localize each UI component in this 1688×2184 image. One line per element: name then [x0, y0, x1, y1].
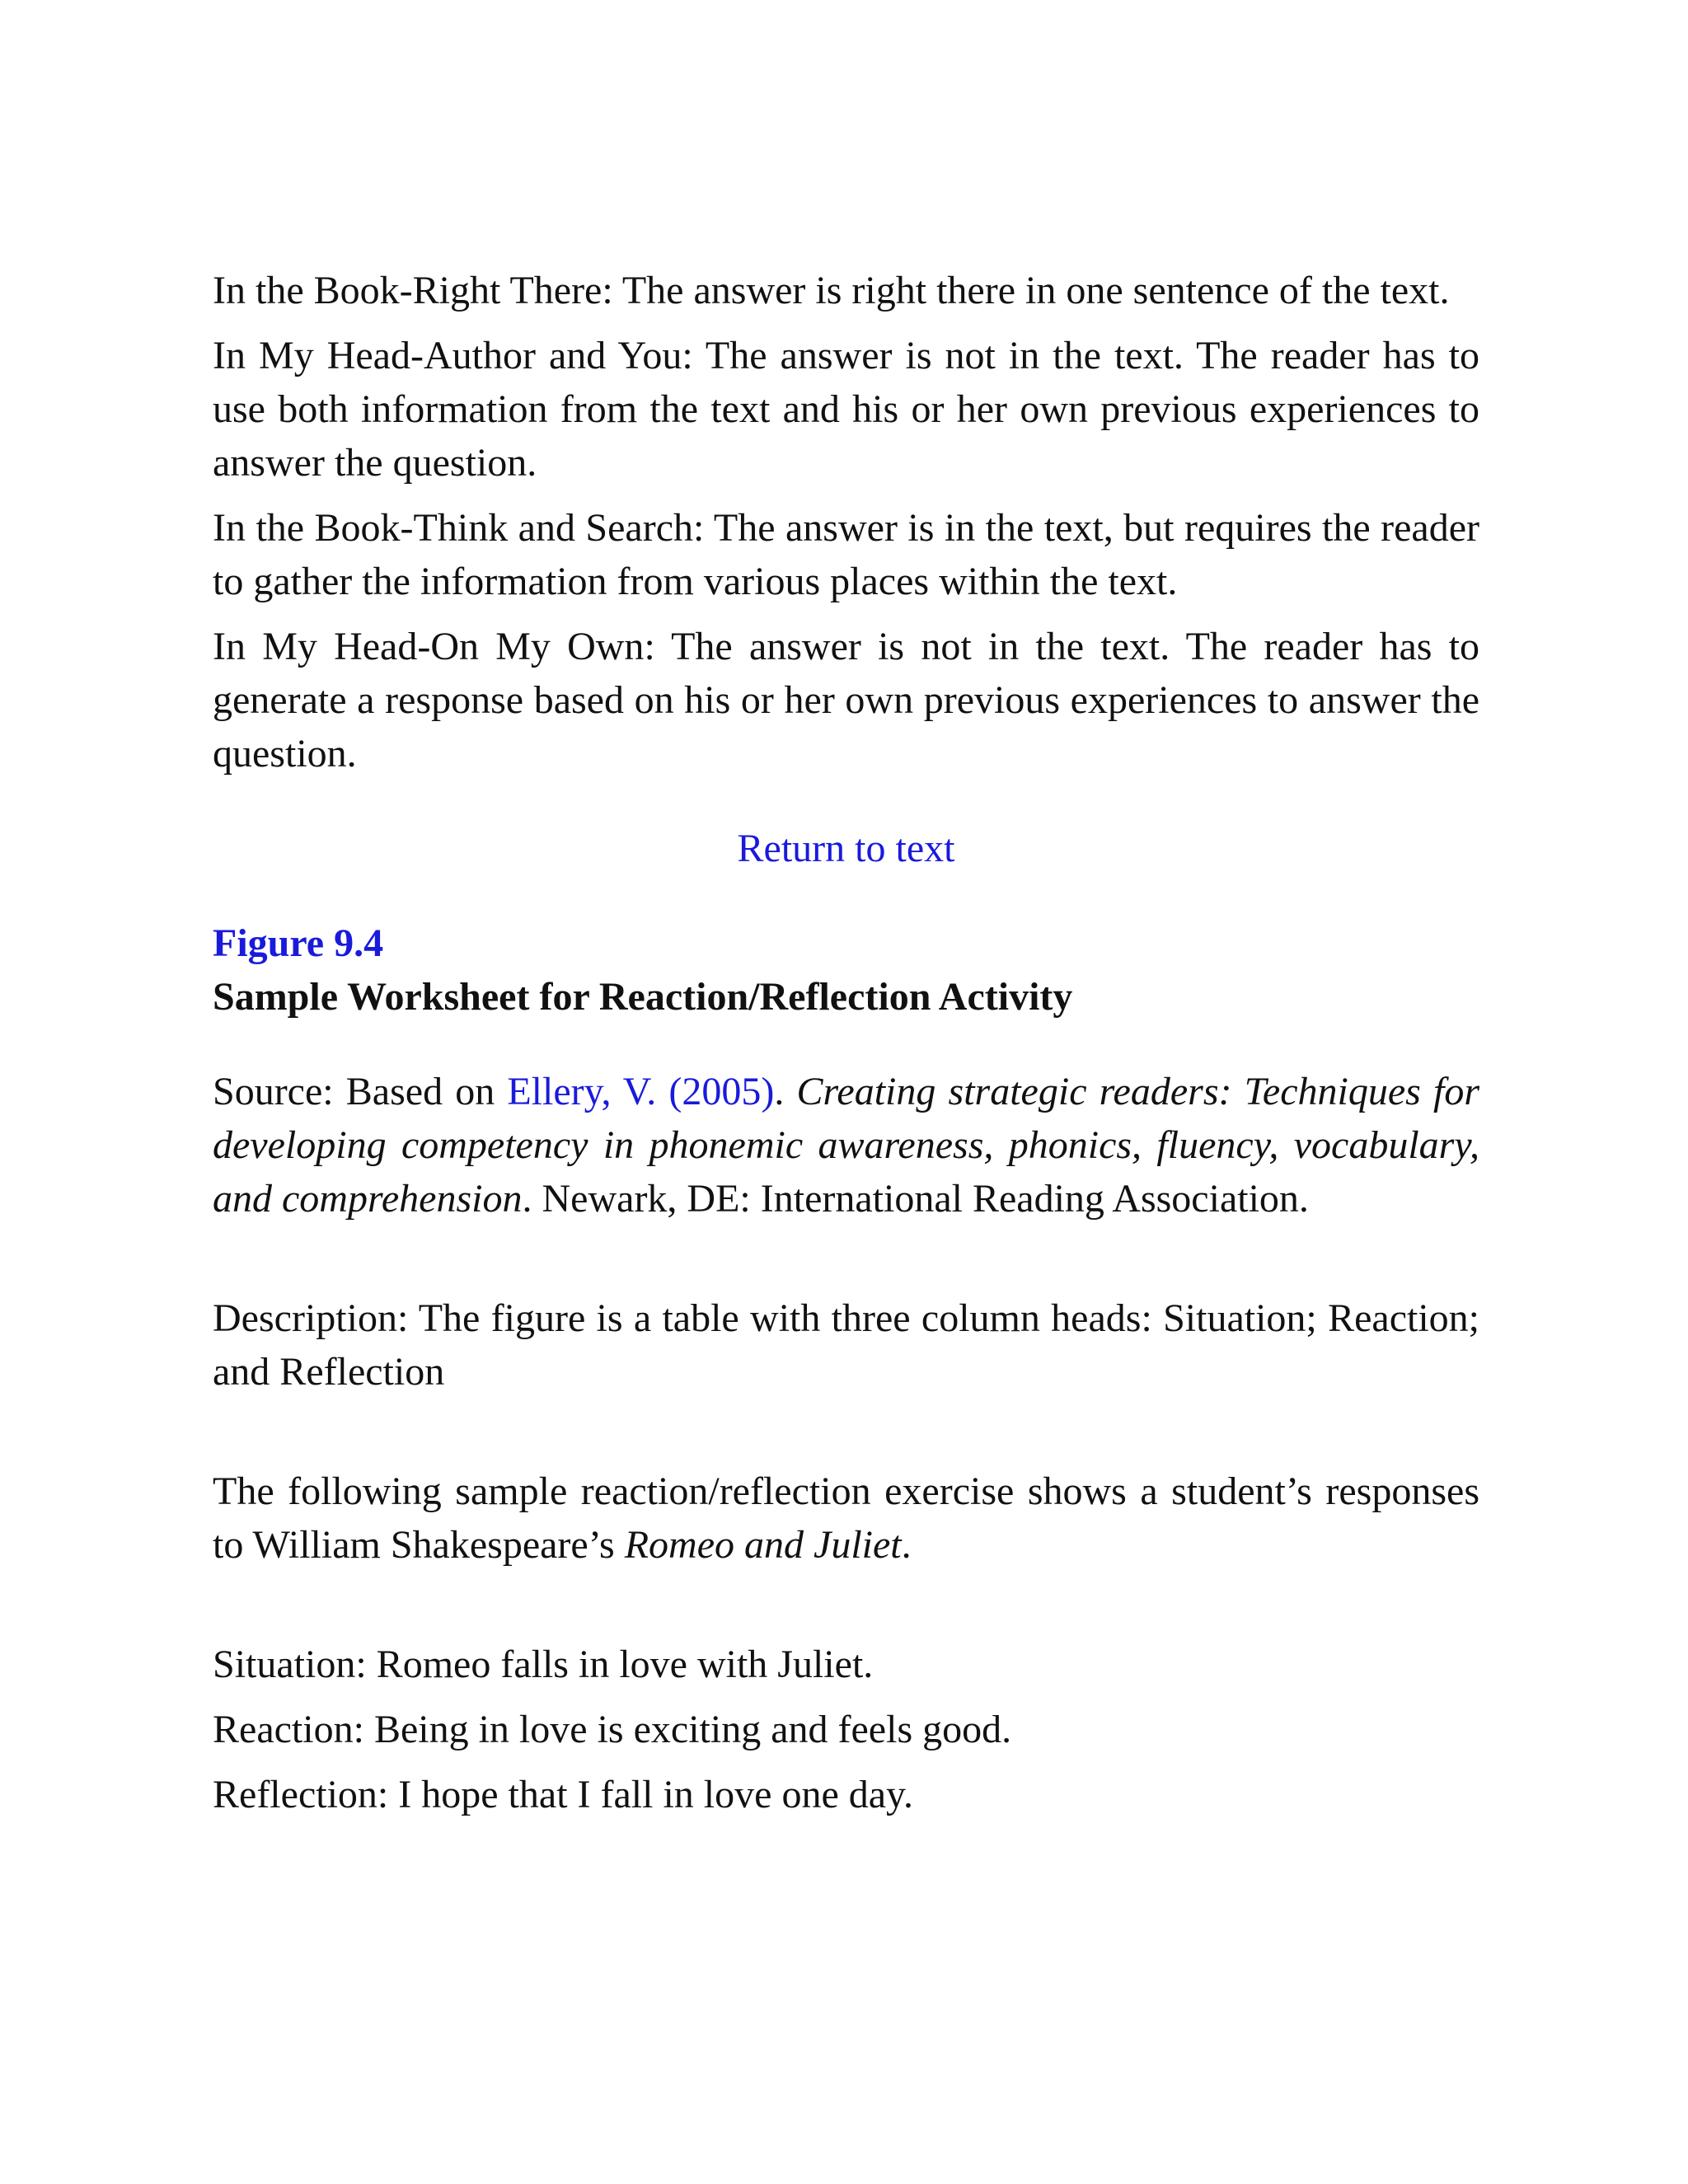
intro-end: .	[901, 1523, 912, 1567]
return-to-text-link[interactable]: Return to text	[737, 827, 955, 870]
worksheet-situation: Situation: Romeo falls in love with Juliet.	[213, 1643, 874, 1686]
figure-number: Figure 9.4	[213, 921, 384, 965]
source-publisher: . Newark, DE: International Reading Association.	[522, 1177, 1309, 1221]
qar-text: : The answer is right there in one sentence of the text.	[602, 269, 1450, 312]
qar-author-and-you	[213, 329, 1479, 490]
qar-label: In My Head-On My Own	[213, 625, 645, 668]
qar-right-there	[213, 264, 1479, 317]
source-book-title: Creating strategic readers: Techniques for developing competency in phonemic awareness, phonics, fluency, vocabulary, and comprehension	[213, 1070, 1479, 1221]
intro-paragraph	[213, 1465, 1479, 1572]
qar-think-and-search	[213, 501, 1479, 608]
qar-label: In the Book-Think and Search	[213, 506, 693, 550]
source-citation	[213, 1065, 1479, 1226]
figure-description: Description: The figure is a table with three column heads: Situation; Reaction; and Reflection	[213, 1296, 1479, 1394]
ellery-citation-link[interactable]: Ellery, V. (2005)	[507, 1070, 775, 1113]
worksheet-reflection: Reflection: I hope that I fall in love one day.	[213, 1773, 913, 1816]
qar-label: In the Book-Right There	[213, 269, 603, 312]
qar-text: : The answer is not in the text. The reader has to use both information from the text and his or her own previous experiences to answer the question.	[213, 334, 1480, 485]
return-paragraph	[213, 822, 1479, 875]
qar-text: : The answer is not in the text. The reader has to generate a response based on his or her own previous experiences to answer the question.	[213, 625, 1480, 776]
source-separator: .	[774, 1070, 797, 1113]
figure-heading	[213, 916, 1479, 1024]
qar-on-my-own	[213, 620, 1479, 780]
worksheet-reaction: Reaction: Being in love is exciting and feels good.	[213, 1708, 1012, 1751]
intro-text: The following sample reaction/reflection exercise shows a student’s responses to William Shakespeare’s	[213, 1469, 1479, 1567]
figure-title: Sample Worksheet for Reaction/Reflection Activity	[213, 975, 1073, 1019]
qar-text: : The answer is in the text, but requires the reader to gather the information from various places within the text.	[213, 506, 1479, 603]
qar-label: In My Head-Author and You	[213, 334, 682, 377]
source-prefix: Source: Based on	[213, 1070, 508, 1113]
work-title: Romeo and Juliet	[624, 1523, 902, 1567]
document-page	[213, 264, 1479, 1821]
